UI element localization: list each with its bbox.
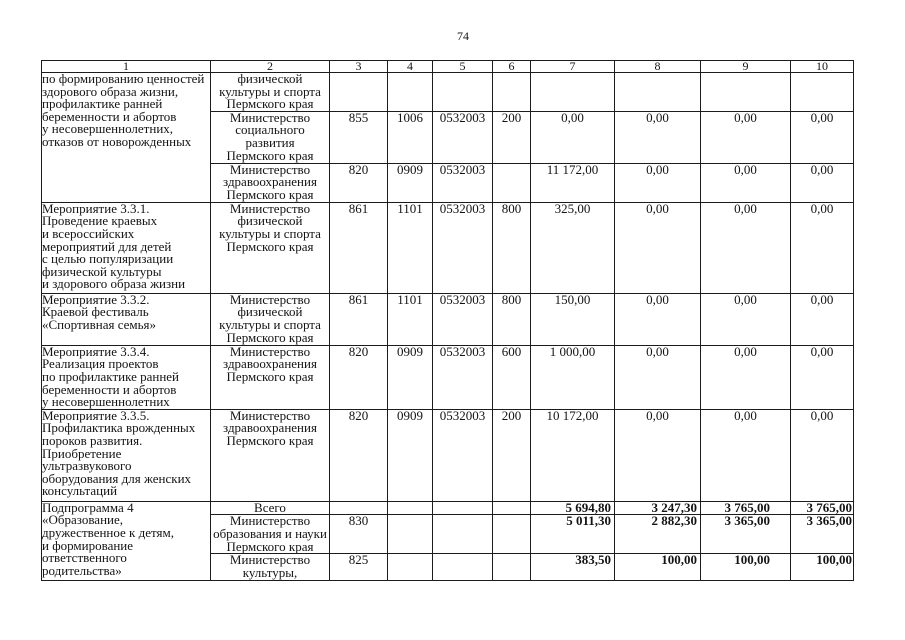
column-number: 5	[433, 61, 493, 73]
table-row	[42, 293, 854, 345]
table-row	[42, 73, 854, 112]
grbs-code-cell: 825	[330, 554, 388, 581]
item-description-cell: Мероприятие 3.3.2. Краевой фестиваль «Спортивная семья»	[42, 293, 211, 345]
amount-cell: 3 247,30	[615, 501, 701, 515]
amount-cell: 0,00	[531, 111, 615, 163]
expense-type-cell	[493, 163, 531, 202]
section-code-cell: 0909	[388, 345, 433, 409]
amount-cell: 1 000,00	[531, 345, 615, 409]
column-number: 6	[493, 61, 531, 73]
target-article-cell	[433, 501, 493, 515]
budget-table	[41, 60, 854, 581]
amount-cell: 0,00	[791, 293, 854, 345]
amount-cell: 100,00	[615, 554, 701, 581]
target-article-cell	[433, 554, 493, 581]
column-number: 4	[388, 61, 433, 73]
item-description-cell: Мероприятие 3.3.1. Проведение краевых и всероссийских мероприятий для детей с целью популяризации физической культуры и здорового образа жизни	[42, 202, 211, 293]
amount-cell: 0,00	[791, 163, 854, 202]
grbs-code-cell: 820	[330, 163, 388, 202]
amount-cell: 0,00	[615, 293, 701, 345]
target-article-cell: 0532003	[433, 111, 493, 163]
target-article-cell: 0532003	[433, 163, 493, 202]
executor-cell: физической культуры и спорта Пермского края	[211, 73, 330, 112]
section-code-cell	[388, 501, 433, 515]
executor-cell: Министерство физической культуры и спорта Пермского края	[211, 202, 330, 293]
amount-cell: 3 765,00	[701, 501, 791, 515]
amount-cell: 383,50	[531, 554, 615, 581]
amount-cell: 5 694,80	[531, 501, 615, 515]
expense-type-cell	[493, 554, 531, 581]
amount-cell	[531, 73, 615, 112]
expense-type-cell	[493, 515, 531, 554]
amount-cell: 100,00	[701, 554, 791, 581]
expense-type-cell: 200	[493, 409, 531, 501]
section-code-cell: 0909	[388, 409, 433, 501]
grbs-code-cell: 855	[330, 111, 388, 163]
executor-cell: Министерство здравоохранения Пермского края	[211, 409, 330, 501]
amount-cell: 0,00	[615, 345, 701, 409]
expense-type-cell	[493, 73, 531, 112]
amount-cell: 0,00	[791, 202, 854, 293]
amount-cell: 10 172,00	[531, 409, 615, 501]
amount-cell	[615, 73, 701, 112]
subprogram-title-cell: Подпрограмма 4 «Образование, дружественное к детям, и формирование ответственного родительства»	[42, 501, 211, 581]
amount-cell: 3 365,00	[791, 515, 854, 554]
amount-cell: 2 882,30	[615, 515, 701, 554]
amount-cell: 0,00	[615, 202, 701, 293]
target-article-cell: 0532003	[433, 202, 493, 293]
column-number: 1	[42, 61, 211, 73]
target-article-cell: 0532003	[433, 345, 493, 409]
expense-type-cell: 600	[493, 345, 531, 409]
executor-cell: Министерство здравоохранения Пермского края	[211, 345, 330, 409]
amount-cell: 150,00	[531, 293, 615, 345]
section-code-cell	[388, 515, 433, 554]
item-description-cell: Мероприятие 3.3.5. Профилактика врожденных пороков развития. Приобретение ультразвукового оборудования для женских консультаций	[42, 409, 211, 501]
grbs-code-cell	[330, 73, 388, 112]
executor-cell: Министерство физической культуры и спорта Пермского края	[211, 293, 330, 345]
amount-cell: 3 765,00	[791, 501, 854, 515]
section-code-cell: 1101	[388, 202, 433, 293]
column-number: 7	[531, 61, 615, 73]
executor-cell: Министерство здравоохранения Пермского края	[211, 163, 330, 202]
column-number: 3	[330, 61, 388, 73]
amount-cell: 0,00	[701, 202, 791, 293]
amount-cell: 0,00	[615, 111, 701, 163]
amount-cell: 0,00	[701, 111, 791, 163]
page-number: 74	[457, 29, 469, 43]
table-row	[42, 409, 854, 501]
expense-type-cell: 200	[493, 111, 531, 163]
amount-cell: 0,00	[701, 163, 791, 202]
amount-cell: 100,00	[791, 554, 854, 581]
amount-cell: 0,00	[615, 163, 701, 202]
section-code-cell	[388, 554, 433, 581]
target-article-cell: 0532003	[433, 409, 493, 501]
table-row	[42, 202, 854, 293]
expense-type-cell: 800	[493, 202, 531, 293]
item-description-cell: Мероприятие 3.3.4. Реализация проектов по профилактике ранней беременности и абортов у несовершеннолетних	[42, 345, 211, 409]
section-code-cell: 1101	[388, 293, 433, 345]
column-number: 8	[615, 61, 701, 73]
executor-cell: Министерство культуры,	[211, 554, 330, 581]
grbs-code-cell: 861	[330, 293, 388, 345]
amount-cell: 325,00	[531, 202, 615, 293]
grbs-code-cell: 861	[330, 202, 388, 293]
amount-cell: 0,00	[701, 409, 791, 501]
executor-cell: Министерство социального развития Пермского края	[211, 111, 330, 163]
expense-type-cell: 800	[493, 293, 531, 345]
executor-cell: Всего	[211, 501, 330, 515]
target-article-cell	[433, 73, 493, 112]
target-article-cell: 0532003	[433, 293, 493, 345]
amount-cell: 3 365,00	[701, 515, 791, 554]
amount-cell: 0,00	[701, 293, 791, 345]
grbs-code-cell: 830	[330, 515, 388, 554]
expense-type-cell	[493, 501, 531, 515]
section-code-cell	[388, 73, 433, 112]
target-article-cell	[433, 515, 493, 554]
column-number: 9	[701, 61, 791, 73]
amount-cell: 0,00	[791, 111, 854, 163]
amount-cell	[701, 73, 791, 112]
column-number: 2	[211, 61, 330, 73]
amount-cell: 0,00	[791, 345, 854, 409]
column-number: 10	[791, 61, 854, 73]
amount-cell: 0,00	[615, 409, 701, 501]
section-code-cell: 1006	[388, 111, 433, 163]
table-row	[42, 345, 854, 409]
grbs-code-cell: 820	[330, 345, 388, 409]
amount-cell	[791, 73, 854, 112]
grbs-code-cell: 820	[330, 409, 388, 501]
item-description-cell: по формированию ценностей здорового образа жизни, профилактике ранней беременности и абортов у несовершеннолетних, отказов от новорожденных	[42, 73, 211, 203]
executor-cell: Министерство образования и науки Пермского края	[211, 515, 330, 554]
amount-cell: 5 011,30	[531, 515, 615, 554]
amount-cell: 11 172,00	[531, 163, 615, 202]
section-code-cell: 0909	[388, 163, 433, 202]
amount-cell: 0,00	[791, 409, 854, 501]
amount-cell: 0,00	[701, 345, 791, 409]
